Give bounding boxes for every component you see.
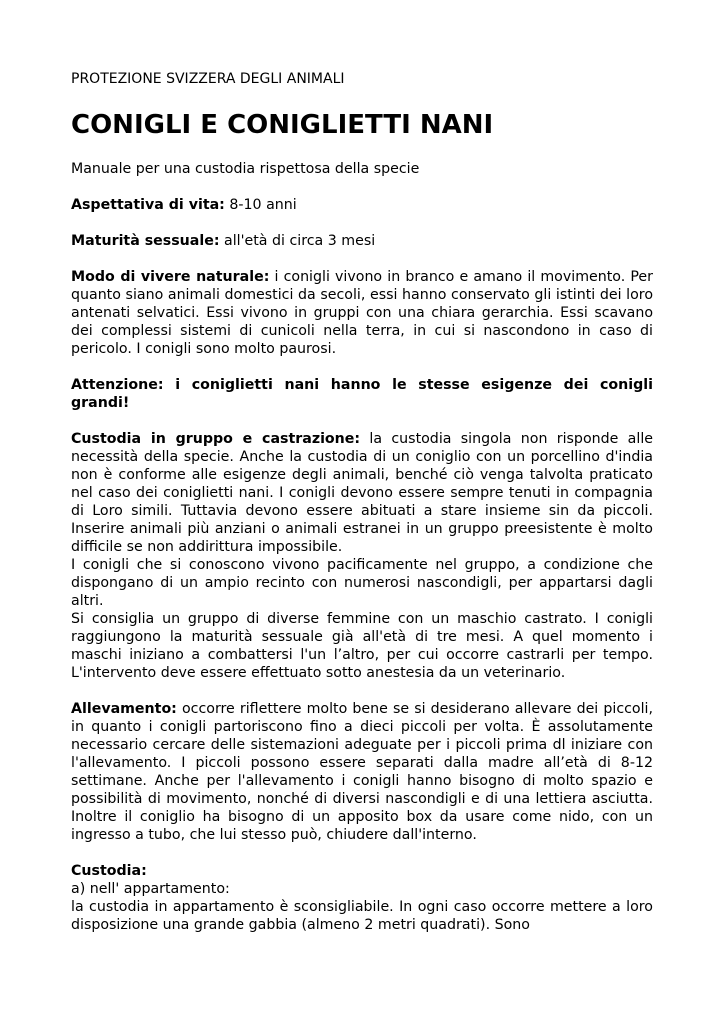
breeding-paragraph	[71, 700, 653, 844]
document-title: CONIGLI E CONIGLIETTI NANI	[71, 110, 494, 140]
group-custody-label: Custodia in gruppo e castrazione:	[71, 431, 361, 447]
document-page	[71, 70, 653, 934]
warning-note: Attenzione: i coniglietti nani hanno le stesse esigenze dei conigli grandi!	[71, 377, 653, 411]
custody-heading: Custodia:	[71, 863, 147, 879]
natural-lifestyle-paragraph	[71, 268, 653, 358]
natural-lifestyle-text: i conigli vivono in branco e amano il movimento. Per quanto siano animali domestici da secoli, essi hanno conservato gli istinti dei loro antenati selvatici. Essi vivono in gruppi con una chiara gerarchia. Essi scavano dei complessi sistemi di cunicoli nella terra, in cui si nascondono in caso di pericolo. I conigli sono molto paurosi.	[71, 269, 653, 357]
breeding-text: occorre riflettere molto bene se si desiderano allevare dei piccoli, in quanto i conigli partoriscono fino a dieci piccoli per volta. È assolutamente necessario cercare delle sistemazioni adeguate per i piccoli prima dl iniziare con l'allevamento. I piccoli possono essere separati dalla madre all’età di 8-12 settimane. Anche per l'allevamento i conigli hanno bisogno di molto spazio e possibilità di movimento, nonché di diversi nascondigli e di una lettiera asciutta. Inoltre il coniglio ha bisogno di un apposito box da usare come nido, con un ingresso a tubo, che lui stesso può, chiudere dall'interno.	[71, 701, 653, 843]
custody-subheading-apartment: a) nell' appartamento:	[71, 881, 230, 897]
life-expectancy-label: Aspettativa di vita:	[71, 197, 225, 213]
sexual-maturity-label: Maturità sessuale:	[71, 233, 220, 249]
sexual-maturity-value: all'età di circa 3 mesi	[219, 233, 376, 249]
life-expectancy-value: 8-10 anni	[224, 197, 297, 213]
breeding-label: Allevamento:	[71, 701, 177, 717]
sexual-maturity	[71, 232, 653, 250]
natural-lifestyle-label: Modo di vivere naturale:	[71, 269, 270, 285]
organization-name: PROTEZIONE SVIZZERA DEGLI ANIMALI	[71, 71, 345, 87]
document-subtitle: Manuale per una custodia rispettosa della specie	[71, 161, 420, 177]
group-custody-text-3: Si consiglia un gruppo di diverse femmine con un maschio castrato. I conigli raggiungono la maturità sessuale già all'età di tre mesi. A quel momento i maschi iniziano a combattersi l'un l’altro, per cui occorre castrarli per tempo. L'intervento deve essere effettuato sotto anestesia da un veterinario.	[71, 611, 653, 681]
group-custody-text: la custodia singola non risponde alle necessità della specie. Anche la custodia di un coniglio con un porcellino d'india non è conforme alle esigenze degli animali, benché ciò venga talvolta praticato nel caso dei coniglietti nani. I conigli devono essere sempre tenuti in compagnia di Loro simili. Tuttavia devono essere abituati a stare insieme sin da piccoli. Inserire animali più anziani o animali estranei in un gruppo preesistente è molto difficile se non addirittura impossibile.	[71, 431, 653, 555]
custody-apartment-text: la custodia in appartamento è sconsigliabile. In ogni caso occorre mettere a loro disposizione una grande gabbia (almeno 2 metri quadrati). Sono	[71, 899, 653, 933]
group-custody-text-2: I conigli che si conoscono vivono pacificamente nel gruppo, a condizione che dispongano di un ampio recinto con numerosi nascondigli, per appartarsi dagli altri.	[71, 557, 653, 609]
life-expectancy	[71, 196, 653, 214]
group-custody-paragraph	[71, 430, 653, 556]
